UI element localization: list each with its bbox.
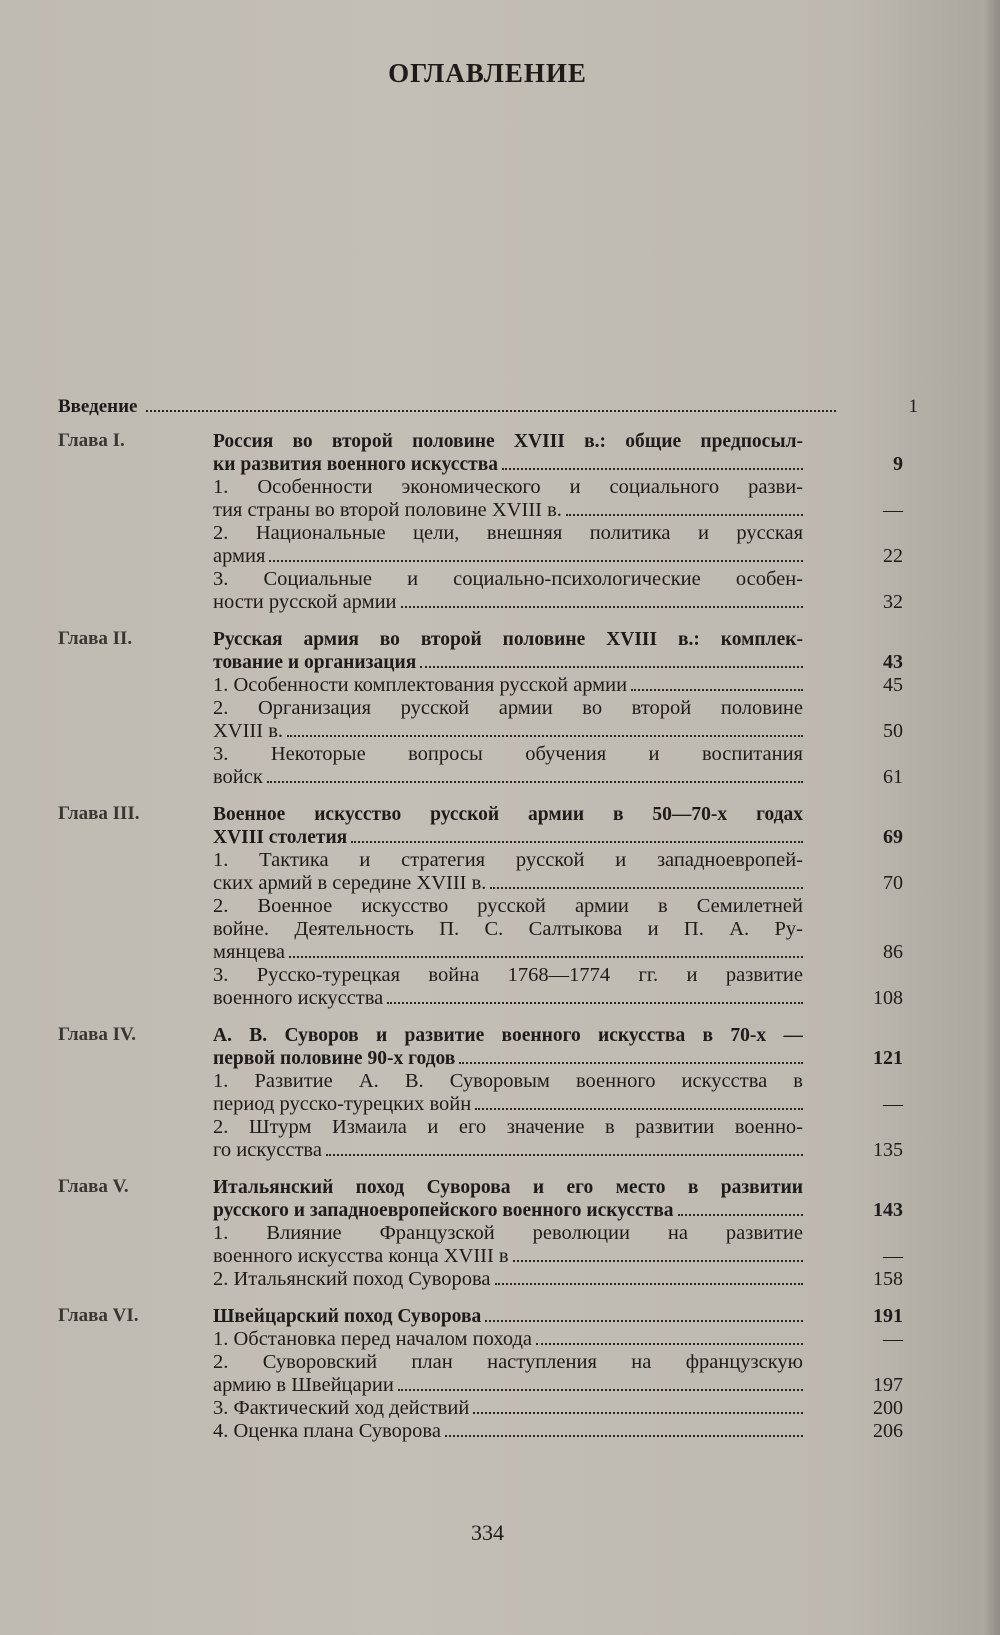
entry-text: Швейцарский поход Суворова: [213, 1306, 482, 1327]
entry-text: 3. Некоторые вопросы обучения и воспитания: [213, 743, 803, 765]
entry-line: [213, 987, 918, 1010]
toc-section: [213, 1070, 918, 1116]
dot-leader: [146, 398, 837, 412]
entry-text: 1. Тактика и стратегия русской и западноевропей-: [213, 849, 803, 871]
entry-line: [213, 1397, 918, 1420]
toc-section: [213, 1268, 918, 1291]
entry-text: 2. Организация русской армии во второй половине: [213, 697, 803, 719]
entry-page-number: 200: [873, 1397, 903, 1419]
chapter-gap: [58, 789, 918, 803]
entry-line: [213, 895, 918, 918]
chapter-heading: [213, 430, 918, 476]
chapter-gap: [58, 1010, 918, 1024]
entry-text-last-line: [213, 941, 803, 964]
entry-page-number: 32: [883, 591, 903, 613]
dot-leader: [267, 773, 803, 783]
entry-text: 1. Развитие А. В. Суворовым военного искусства в: [213, 1070, 803, 1092]
dot-leader: [289, 948, 803, 958]
toc-section: [213, 1420, 918, 1443]
entry-line: [213, 1070, 918, 1093]
dot-leader: [502, 460, 803, 470]
dot-leader: [678, 1206, 803, 1216]
chapter-label: Глава VI.: [58, 1305, 139, 1326]
toc-section: [213, 1222, 918, 1268]
toc-chapter: [58, 1176, 918, 1291]
entry-line: [213, 1245, 918, 1268]
entry-page-number: 191: [873, 1305, 903, 1327]
page-title: ОГЛАВЛЕНИЕ: [388, 58, 587, 88]
entry-text-last-line: [213, 1305, 803, 1328]
entry-line: [213, 1139, 918, 1162]
entry-line: [213, 872, 918, 895]
entry-line: [213, 430, 918, 453]
entry-text-last-line: [213, 1199, 803, 1222]
entry-text: армию в Швейцарии: [213, 1374, 394, 1396]
entry-text: войне. Деятельность П. С. Салтыкова и П. А. Ру-: [213, 918, 803, 940]
chapter-label: Глава II.: [58, 628, 133, 649]
toc-chapter: [58, 628, 918, 789]
chapter-heading: [213, 1305, 918, 1328]
entry-text: период русско-турецких войн: [213, 1093, 472, 1115]
entry-text: 2. Военное искусство русской армии в Семилетней: [213, 895, 803, 917]
entry-line: [213, 803, 918, 826]
entry-line: [213, 545, 918, 568]
entry-text-last-line: [213, 1328, 803, 1351]
entry-line: [213, 826, 918, 849]
entry-line: [213, 720, 918, 743]
toc-section: [213, 743, 918, 789]
toc-chapter: [58, 803, 918, 1010]
dot-leader: [631, 681, 803, 691]
entry-text-last-line: [213, 453, 803, 476]
entry-line: [213, 1328, 918, 1351]
chapter-gap: [58, 614, 918, 628]
page-number: 334: [471, 1520, 504, 1545]
entry-text-last-line: [213, 1268, 803, 1291]
entry-text-last-line: [213, 499, 803, 522]
entry-line: [213, 1047, 918, 1070]
chapter-label: Глава V.: [58, 1176, 129, 1197]
entry-line: [213, 453, 918, 476]
chapter-label: Глава III.: [58, 803, 140, 824]
entry-text: 2. Итальянский поход Суворова: [213, 1268, 491, 1290]
dot-leader: [459, 1054, 803, 1064]
chapter-label: Глава IV.: [58, 1024, 137, 1045]
entry-text: Россия во второй половине XVIII в.: общие предпосыл-: [213, 431, 803, 452]
entry-page-number: 69: [883, 826, 903, 848]
toc-section: [213, 522, 918, 568]
dot-leader: [269, 552, 803, 562]
entry-line: [213, 1199, 918, 1222]
entry-text: армия: [213, 545, 266, 567]
dot-leader: [401, 598, 803, 608]
entry-text: 1. Особенности комплектования русской армии: [213, 674, 628, 696]
entry-line: [213, 1116, 918, 1139]
entry-page-number: 50: [883, 720, 903, 742]
intro-label: Введение: [58, 396, 138, 417]
chapter-entries: [213, 803, 918, 1010]
entry-text: ности русской армии: [213, 591, 397, 613]
entry-text-last-line: [213, 987, 803, 1010]
entry-page-number: 22: [883, 545, 903, 567]
entry-text: 1. Особенности экономического и социального разви-: [213, 476, 803, 498]
chapter-heading: [213, 803, 918, 849]
entry-text-last-line: [213, 545, 803, 568]
entry-line: [213, 674, 918, 697]
entry-line: [213, 476, 918, 499]
entry-text: ских армий в середине XVIII в.: [213, 872, 487, 894]
toc-section: [213, 476, 918, 522]
toc-section: [213, 849, 918, 895]
entry-line: [213, 1024, 918, 1047]
entry-text-last-line: [213, 1397, 803, 1420]
dot-leader: [475, 1100, 803, 1110]
entry-line: [213, 568, 918, 591]
toc-section: [213, 895, 918, 964]
entry-line: [213, 1093, 918, 1116]
entry-page-number: 143: [873, 1199, 903, 1221]
entry-text: А. В. Суворов и развитие военного искусства в 70-х —: [213, 1025, 803, 1046]
entry-text: тия страны во второй половине XVIII в.: [213, 499, 562, 521]
entry-text-last-line: [213, 1047, 803, 1070]
entry-text-last-line: [213, 651, 803, 674]
entry-text: 4. Оценка плана Суворова: [213, 1420, 441, 1442]
entry-text: военного искусства: [213, 987, 384, 1009]
entry-page-number: 121: [873, 1047, 903, 1069]
toc-section: [213, 964, 918, 1010]
entry-page-number: —: [883, 1328, 903, 1350]
entry-text-last-line: [213, 1139, 803, 1162]
entry-text: го искусства: [213, 1139, 322, 1161]
entry-text: русского и западноевропейского военного искусства: [213, 1200, 674, 1221]
entry-text-last-line: [213, 1374, 803, 1397]
entry-text: 1. Обстановка перед началом похода: [213, 1328, 533, 1350]
toc-chapter: [58, 1305, 918, 1443]
entry-text: первой половине 90-х годов: [213, 1048, 456, 1069]
entry-text: мянцева: [213, 941, 285, 963]
entry-text-last-line: [213, 591, 803, 614]
chapter-gap: [58, 1291, 918, 1305]
entry-text: 2. Суворовский план наступления на французскую: [213, 1351, 803, 1373]
dot-leader: [513, 1252, 803, 1262]
entry-line: [213, 941, 918, 964]
entry-line: [213, 743, 918, 766]
entry-page-number: 197: [873, 1374, 903, 1396]
entry-line: [213, 1222, 918, 1245]
entry-text: 3. Фактический ход действий: [213, 1397, 470, 1419]
entry-text: XVIII в.: [213, 720, 284, 742]
entry-text-last-line: [213, 766, 803, 789]
entry-text: 2. Национальные цели, внешняя политика и русская: [213, 522, 803, 544]
chapter-entries: [213, 1176, 918, 1291]
entry-line: [213, 522, 918, 545]
intro-page: 1: [908, 396, 918, 417]
chapter-gap: [58, 1162, 918, 1176]
dot-leader: [326, 1146, 803, 1156]
dot-leader: [536, 1335, 803, 1345]
entry-line: [213, 849, 918, 872]
chapter-heading: [213, 1176, 918, 1222]
dot-leader: [287, 727, 803, 737]
entry-page-number: 9: [893, 453, 903, 475]
dot-leader: [485, 1312, 803, 1322]
dot-leader: [495, 1275, 803, 1285]
entry-line: [213, 591, 918, 614]
chapter-entries: [213, 628, 918, 789]
entry-text: войск: [213, 766, 263, 788]
dot-leader: [566, 506, 803, 516]
entry-page-number: 158: [873, 1268, 903, 1290]
toc-section: [213, 674, 918, 697]
entry-page-number: 70: [883, 872, 903, 894]
entry-line: [213, 651, 918, 674]
entry-text: 3. Русско-турецкая война 1768—1774 гг. и развитие: [213, 964, 803, 986]
entry-text: военного искусства конца XVIII в: [213, 1245, 509, 1267]
chapter-list: [58, 430, 918, 1443]
dot-leader: [473, 1404, 803, 1414]
entry-line: [213, 964, 918, 987]
chapter-entries: [213, 1305, 918, 1443]
entry-line: [213, 1351, 918, 1374]
entry-text: Военное искусство русской армии в 50—70-х годах: [213, 804, 803, 825]
entry-page-number: 61: [883, 766, 903, 788]
entry-text-last-line: [213, 872, 803, 895]
toc-section: [213, 1328, 918, 1351]
toc-section: [213, 568, 918, 614]
toc-section: [213, 697, 918, 743]
entry-line: [213, 1176, 918, 1199]
entry-line: [213, 499, 918, 522]
entry-page-number: 43: [883, 651, 903, 673]
entry-text-last-line: [213, 720, 803, 743]
page-edge-shadow: [982, 0, 1000, 1635]
entry-text: тование и организация: [213, 652, 417, 673]
toc-entry-introduction: [58, 396, 918, 430]
entry-text: Итальянский поход Суворова и его место в развитии: [213, 1177, 803, 1198]
entry-text-last-line: [213, 1420, 803, 1443]
entry-text-last-line: [213, 1245, 803, 1268]
chapter-heading: [213, 1024, 918, 1070]
entry-text-last-line: [213, 674, 803, 697]
entry-line: [213, 1374, 918, 1397]
entry-text-last-line: [213, 826, 803, 849]
toc-chapter: [58, 1024, 918, 1162]
toc-section: [213, 1397, 918, 1420]
dot-leader: [387, 994, 803, 1004]
entry-page-number: —: [883, 1093, 903, 1115]
entry-line: [213, 1268, 918, 1291]
entry-line: [213, 918, 918, 941]
entry-text: XVIII столетия: [213, 827, 348, 848]
entry-text: Русская армия во второй половине XVIII в.: комплек-: [213, 629, 803, 650]
entry-line: [213, 766, 918, 789]
table-of-contents: [58, 396, 918, 1443]
toc-section: [213, 1116, 918, 1162]
entry-page-number: 45: [883, 674, 903, 696]
entry-text-last-line: [213, 1093, 803, 1116]
toc-section: [213, 1351, 918, 1397]
entry-page-number: —: [883, 1245, 903, 1267]
entry-line: [213, 697, 918, 720]
dot-leader: [398, 1381, 803, 1391]
entry-page-number: 206: [873, 1420, 903, 1442]
dot-leader: [351, 833, 803, 843]
entry-line: [213, 1420, 918, 1443]
entry-line: [213, 628, 918, 651]
chapter-heading: [213, 628, 918, 674]
chapter-entries: [213, 430, 918, 614]
entry-text: 3. Социальные и социально-психологические особен-: [213, 568, 803, 590]
entry-text: ки развития военного искусства: [213, 454, 498, 475]
entry-page-number: 86: [883, 941, 903, 963]
chapter-entries: [213, 1024, 918, 1162]
entry-page-number: —: [883, 499, 903, 521]
chapter-label: Глава I.: [58, 430, 125, 451]
toc-chapter: [58, 430, 918, 614]
dot-leader: [420, 658, 803, 668]
entry-line: [213, 1305, 918, 1328]
entry-page-number: 135: [873, 1139, 903, 1161]
dot-leader: [445, 1427, 803, 1437]
entry-page-number: 108: [873, 987, 903, 1009]
entry-text: 2. Штурм Измаила и его значение в развитии военно-: [213, 1116, 803, 1138]
dot-leader: [490, 879, 803, 889]
entry-text: 1. Влияние Французской революции на развитие: [213, 1222, 803, 1244]
